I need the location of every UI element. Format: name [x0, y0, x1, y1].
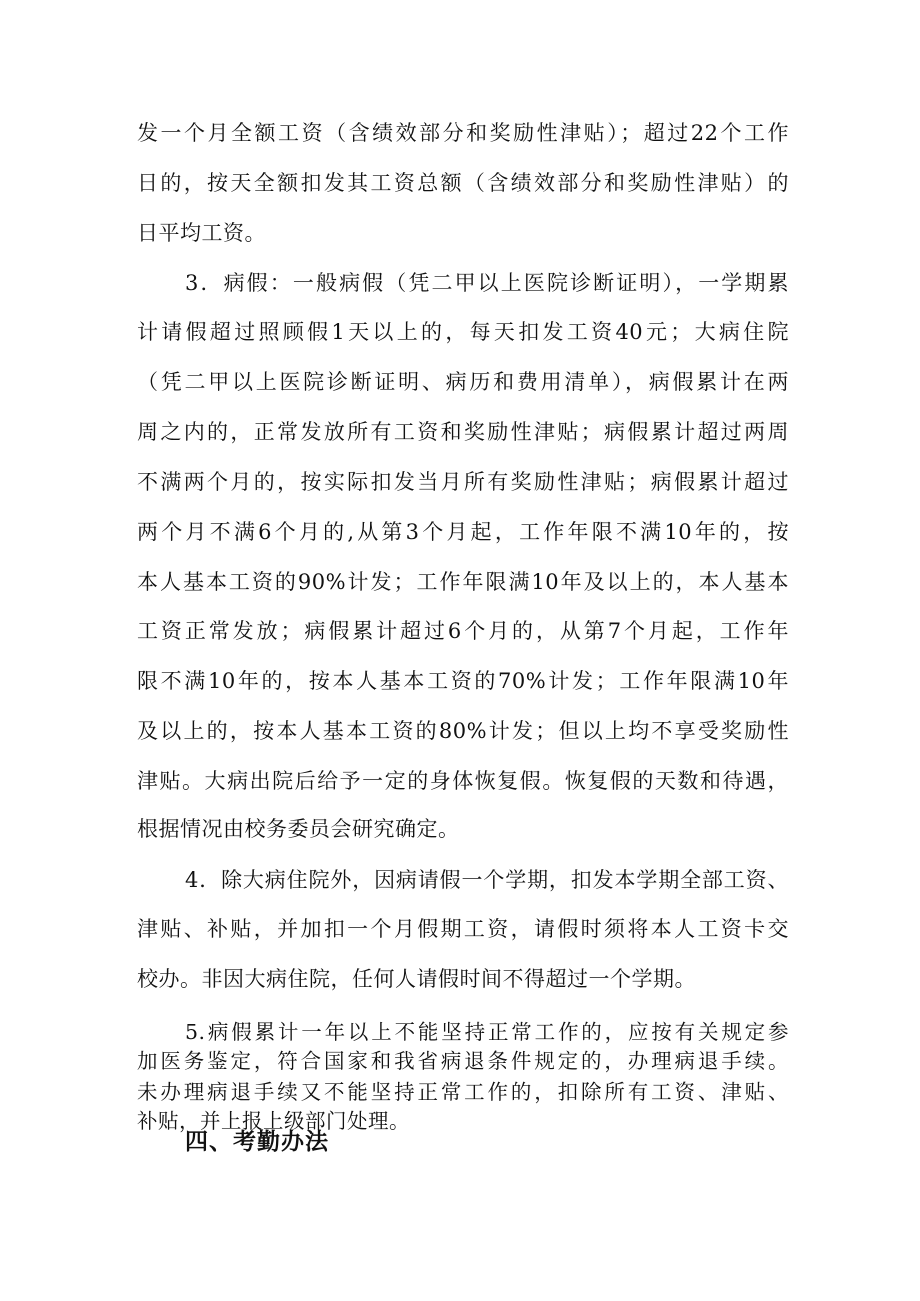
- paragraph-line: 补贴，并上报上级部门处理。: [137, 1109, 410, 1133]
- paragraph-first-line: 5.病假累计一年以上不能坚持正常工作的，应按有关规定参: [185, 1020, 789, 1044]
- section-heading: 四、考勤办法: [185, 1129, 329, 1155]
- paragraph-line: 周之内的，正常发放所有工资和奖励性津贴；病假累计超过两周: [137, 420, 789, 444]
- paragraph-line: 津贴、补贴，并加扣一个月假期工资，请假时须将本人工资卡交: [137, 917, 789, 941]
- paragraph-line: 及以上的，按本人基本工资的80%计发；但以上均不享受奖励性: [137, 719, 789, 743]
- paragraph-line: 本人基本工资的90%计发；工作年限满10年及以上的，本人基本: [137, 570, 789, 594]
- paragraph-line: 日平均工资。: [137, 221, 266, 245]
- paragraph-line: 发一个月全额工资（含绩效部分和奖励性津贴）；超过22个工作: [137, 121, 789, 145]
- paragraph-line: 不满两个月的，按实际扣发当月所有奖励性津贴；病假累计超过: [137, 470, 789, 494]
- paragraph-line: 根据情况由校务委员会研究确定。: [137, 817, 460, 841]
- paragraph-line: 校办。非因大病住院，任何人请假时间不得超过一个学期。: [137, 967, 696, 991]
- paragraph-first-line: 4．除大病住院外，因病请假一个学期，扣发本学期全部工资、: [185, 868, 789, 892]
- paragraph-line: （凭二甲以上医院诊断证明、病历和费用清单），病假累计在两: [137, 370, 789, 394]
- paragraph-line: 工资正常发放；病假累计超过6个月的，从第7个月起，工作年: [137, 619, 789, 643]
- paragraph-line: 限不满10年的，按本人基本工资的70%计发；工作年限满10年: [137, 669, 789, 693]
- paragraph-line: 加医务鉴定，符合国家和我省病退条件规定的，办理病退手续。: [137, 1049, 789, 1073]
- paragraph-line: 计请假超过照顾假1天以上的，每天扣发工资40元；大病住院: [137, 320, 789, 344]
- paragraph-line: 日的，按天全额扣发其工资总额（含绩效部分和奖励性津贴）的: [137, 171, 789, 195]
- paragraph-first-line: 3．病假：一般病假（凭二甲以上医院诊断证明），一学期累: [185, 271, 789, 295]
- paragraph-line: 未办理病退手续又不能坚持正常工作的，扣除所有工资、津贴、: [137, 1080, 789, 1104]
- paragraph-line: 两个月不满6个月的,从第3个月起，工作年限不满10年的，按: [137, 520, 789, 544]
- paragraph-line: 津贴。大病出院后给予一定的身体恢复假。恢复假的天数和待遇，: [137, 769, 789, 793]
